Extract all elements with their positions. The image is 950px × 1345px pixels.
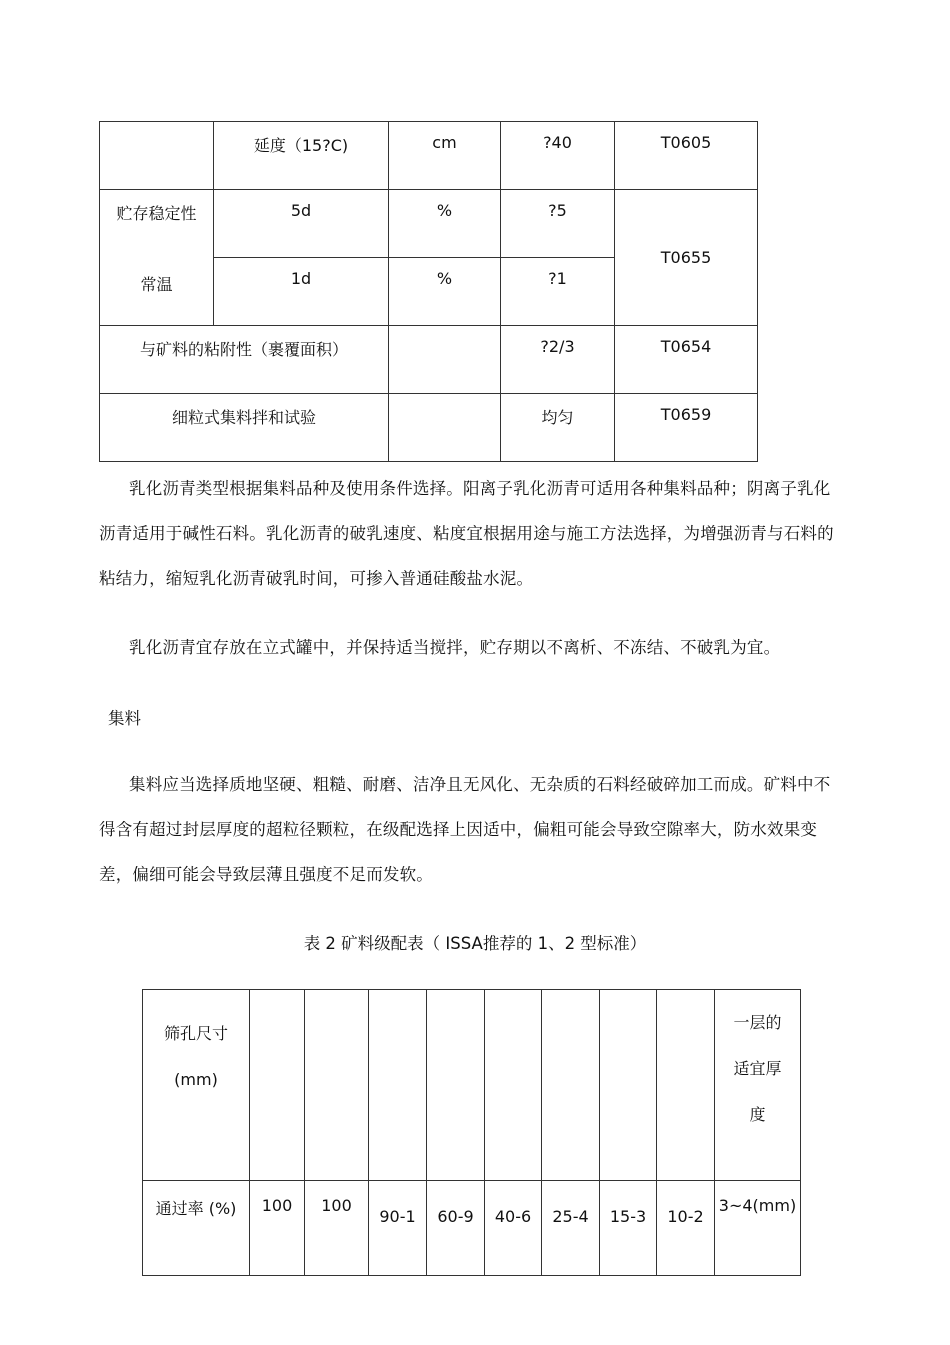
- table-cell: [657, 990, 715, 1181]
- table-cell: 1d: [214, 258, 389, 326]
- table-cell: 90-1: [369, 1181, 427, 1276]
- table-cell: 通过率 (%): [143, 1181, 250, 1276]
- table-cell: [485, 990, 542, 1181]
- gradation-table: [142, 989, 801, 1276]
- table-cell: ?2/3: [501, 326, 615, 394]
- section-heading-aggregate: 集料: [108, 709, 141, 728]
- table-cell: [427, 990, 485, 1181]
- table-cell: T0605: [615, 122, 758, 190]
- table-row: [143, 1181, 801, 1276]
- table-cell: 60-9: [427, 1181, 485, 1276]
- table-cell: %: [389, 190, 501, 258]
- properties-table: [99, 121, 758, 462]
- table-cell-storage: 贮存稳定性 常温: [100, 190, 214, 326]
- paragraph-emulsion-type: 乳化沥青类型根据集料品种及使用条件选择。阳离子乳化沥青可适用各种集料品种；阴离子乳化沥青适用于碱性石料。乳化沥青的破乳速度、粘度宜根据用途与施工方法选择，为增强沥青与石料的粘结力，缩短乳化沥青破乳时间，可掺入普通硅酸盐水泥。: [99, 479, 834, 588]
- table-cell: %: [389, 258, 501, 326]
- table-row: [100, 190, 758, 258]
- table-caption: 表 2 矿料级配表（ ISSA推荐的 1、2 型标准）: [303, 934, 647, 953]
- table-cell: 15-3: [600, 1181, 657, 1276]
- table-cell: ?5: [501, 190, 615, 258]
- table-cell: 3~4(mm): [715, 1181, 801, 1276]
- table-cell: T0654: [615, 326, 758, 394]
- table-cell: 100: [305, 1181, 369, 1276]
- table-row: [100, 394, 758, 462]
- paragraph-aggregate: 集料应当选择质地坚硬、粗糙、耐磨、洁净且无风化、无杂质的石料经破碎加工而成。矿料中不得含有超过封层厚度的超粒径颗粒，在级配选择上因适中，偏粗可能会导致空隙率大，防水效果变差，偏细可能会导致层薄且强度不足而发软。: [99, 775, 831, 884]
- table-cell: cm: [389, 122, 501, 190]
- table-cell: 均匀: [501, 394, 615, 462]
- table-cell: [250, 990, 305, 1181]
- table-cell: 10-2: [657, 1181, 715, 1276]
- table-cell: [389, 326, 501, 394]
- table-cell: 延度（15?C): [214, 122, 389, 190]
- table-cell: [305, 990, 369, 1181]
- table-cell: 25-4: [542, 1181, 600, 1276]
- table-row: [100, 326, 758, 394]
- table-cell: ?40: [501, 122, 615, 190]
- table-cell: [600, 990, 657, 1181]
- table-cell: 与矿料的粘附性（裹覆面积）: [100, 326, 389, 394]
- table-cell: 5d: [214, 190, 389, 258]
- table-cell: 40-6: [485, 1181, 542, 1276]
- table-cell: ?1: [501, 258, 615, 326]
- table-cell: [542, 990, 600, 1181]
- table-row: [143, 990, 801, 1181]
- table-cell: [369, 990, 427, 1181]
- table-cell: T0655: [615, 190, 758, 326]
- table-cell: 筛孔尺寸 (mm): [143, 990, 250, 1181]
- table-row: [100, 122, 758, 190]
- table-cell: [100, 122, 214, 190]
- table-cell: 100: [250, 1181, 305, 1276]
- table-cell: T0659: [615, 394, 758, 462]
- paragraph-storage: 乳化沥青宜存放在立式罐中，并保持适当搅拌，贮存期以不离析、不冻结、不破乳为宜。: [129, 638, 781, 657]
- table-cell: [389, 394, 501, 462]
- table-cell: 细粒式集料拌和试验: [100, 394, 389, 462]
- table-cell: 一层的 适宜厚 度: [715, 990, 801, 1181]
